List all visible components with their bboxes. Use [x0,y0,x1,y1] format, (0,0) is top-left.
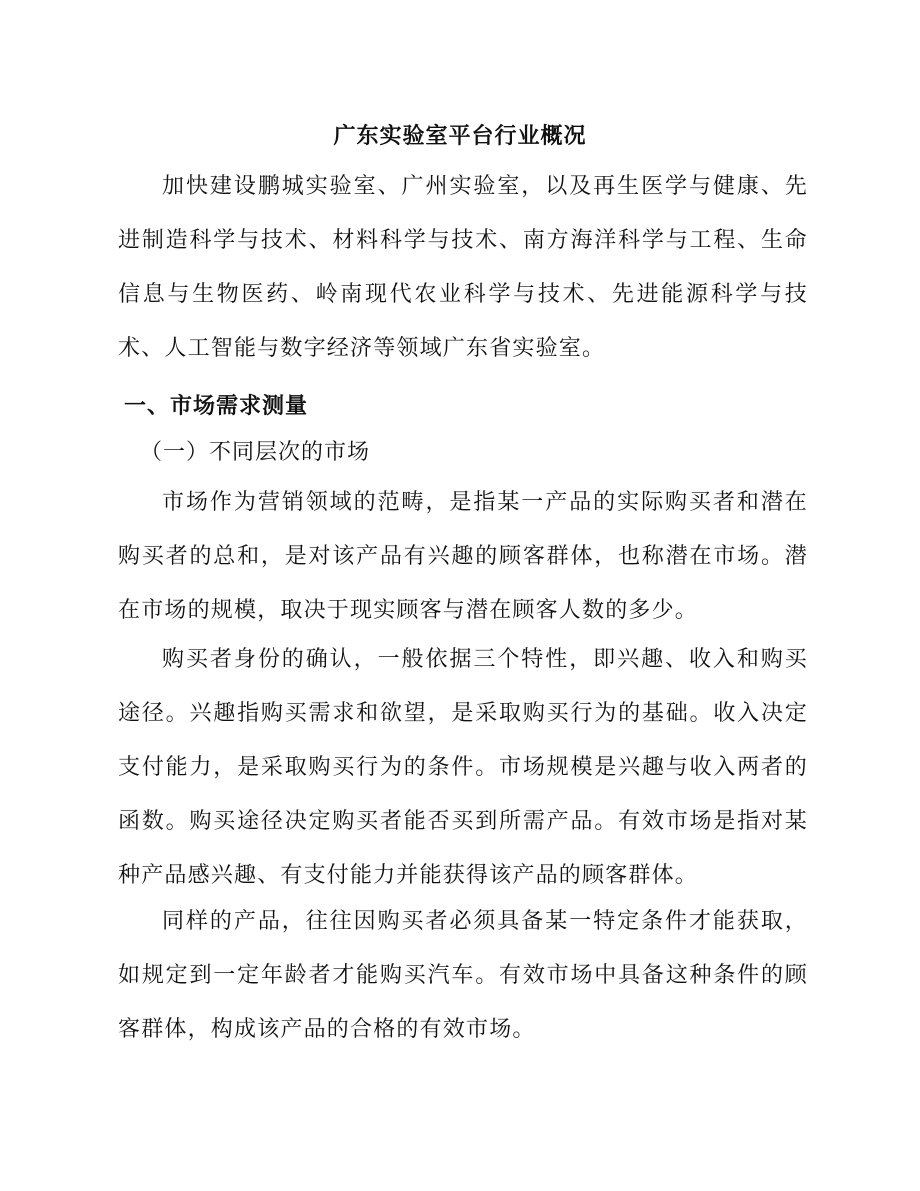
document-title: 广东实验室平台行业概况 [333,124,587,149]
section-heading: 一、市场需求测量 [124,394,309,419]
intro-paragraph: 加快建设鹏城实验室、广州实验室，以及再生医学与健康、先进制造科学与技术、材料科学与技术、南方海洋科学与工程、生命信息与生物医药、岭南现代农业科学与技术、先进能源科学与技术、人工智能与数字经济等领域广东省实验室。 [118,174,808,361]
body-paragraph: 市场作为营销领域的范畴，是指某一产品的实际购买者和潜在购买者的总和，是对该产品有兴趣的顾客群体，也称潜在市场。潜在市场的规模，取决于现实顾客与潜在顾客人数的多少。 [118,490,808,623]
body-paragraph: 同样的产品，往往因购买者必须具备某一特定条件才能获取，如规定到一定年龄者才能购买汽车。有效市场中具备这种条件的顾客群体，构成该产品的合格的有效市场。 [118,909,808,1042]
subsection-heading: （一）不同层次的市场 [140,440,371,465]
body-paragraph: 购买者身份的确认，一般依据三个特性，即兴趣、收入和购买途径。兴趣指购买需求和欲望，是采取购买行为的基础。收入决定支付能力，是采取购买行为的条件。市场规模是兴趣与收入两者的函数。购买途径决定购买者能否买到所需产品。有效市场是指对某种产品感兴趣、有支付能力并能获得该产品的顾客群体。 [118,647,808,888]
